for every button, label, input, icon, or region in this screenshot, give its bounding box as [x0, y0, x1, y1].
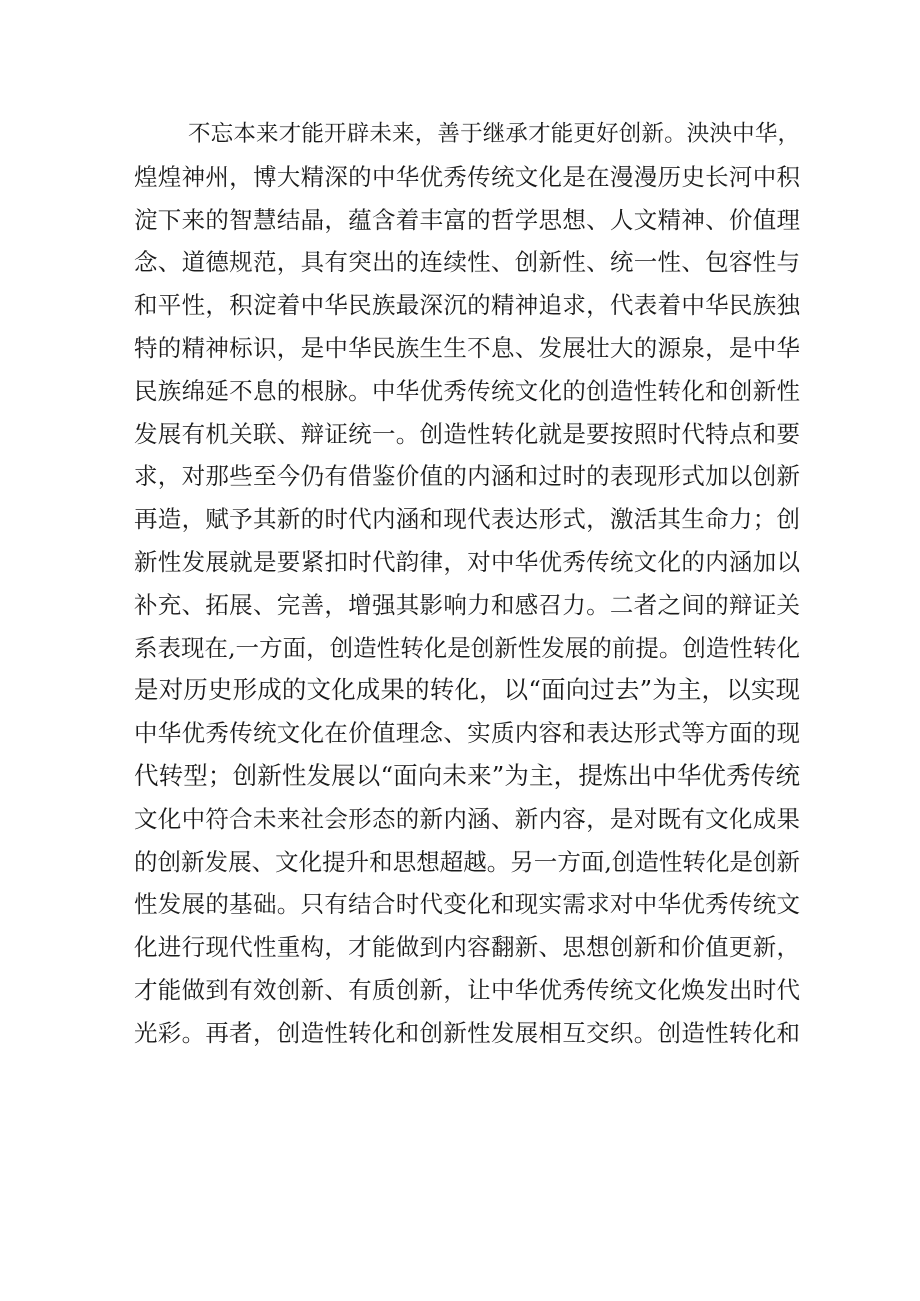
text-line-22: 光彩。再者，创造性转化和创新性发展相互交织。创造性转化和: [134, 1018, 800, 1047]
text-line-6: 特的精神标识，是中华民族生生不息、发展壮大的源泉，是中华: [134, 333, 800, 362]
body-paragraph: [134, 113, 800, 1055]
text-line-21: 才能做到有效创新、有质创新，让中华优秀传统文化焕发出时代: [134, 975, 800, 1004]
text-line-4: 念、道德规范，具有突出的连续性、创新性、统一性、包容性与: [134, 248, 800, 277]
text-line-19: 性发展的基础。只有结合时代变化和现实需求对中华优秀传统文: [134, 890, 800, 919]
text-line-17: 文化中符合未来社会形态的新内涵、新内容，是对既有文化成果: [134, 804, 800, 833]
text-line-15: 中华优秀传统文化在价值理念、实质内容和表达形式等方面的现: [134, 719, 800, 748]
text-line-7: 民族绵延不息的根脉。中华优秀传统文化的创造性转化和创新性: [134, 376, 800, 405]
text-line-12: 补充、拓展、完善，增强其影响力和感召力。二者之间的辩证关: [134, 590, 800, 619]
text-line-18: 的创新发展、文化提升和思想超越。另一方面,创造性转化是创新: [134, 847, 800, 876]
text-line-2: 煌煌神州，博大精深的中华优秀传统文化是在漫漫历史长河中积: [134, 162, 800, 191]
text-line-9: 求，对那些至今仍有借鉴价值的内涵和过时的表现形式加以创新: [134, 462, 800, 491]
text-line-8: 发展有机关联、辩证统一。创造性转化就是要按照时代特点和要: [134, 419, 800, 448]
text-line-13: 系表现在,一方面，创造性转化是创新性发展的前提。创造性转化: [134, 633, 800, 662]
text-line-10: 再造，赋予其新的时代内涵和现代表达形式，激活其生命力；创: [134, 505, 800, 534]
text-line-3: 淀下来的智慧结晶，蕴含着丰富的哲学思想、人文精神、价值理: [134, 205, 800, 234]
text-line-1: 不忘本来才能开辟未来，善于继承才能更好创新。泱泱中华，: [188, 121, 800, 147]
text-line-14: 是对历史形成的文化成果的转化，以“面向过去”为主，以实现: [134, 675, 800, 705]
text-line-20: 化进行现代性重构，才能做到内容翻新、思想创新和价值更新，: [134, 933, 800, 962]
text-line-11: 新性发展就是要紧扣时代韵律，对中华优秀传统文化的内涵加以: [134, 547, 800, 576]
text-line-5: 和平性，积淀着中华民族最深沉的精神追求，代表着中华民族独: [134, 291, 800, 320]
text-line-16: 代转型；创新性发展以“面向未来”为主，提炼出中华优秀传统: [134, 760, 800, 790]
